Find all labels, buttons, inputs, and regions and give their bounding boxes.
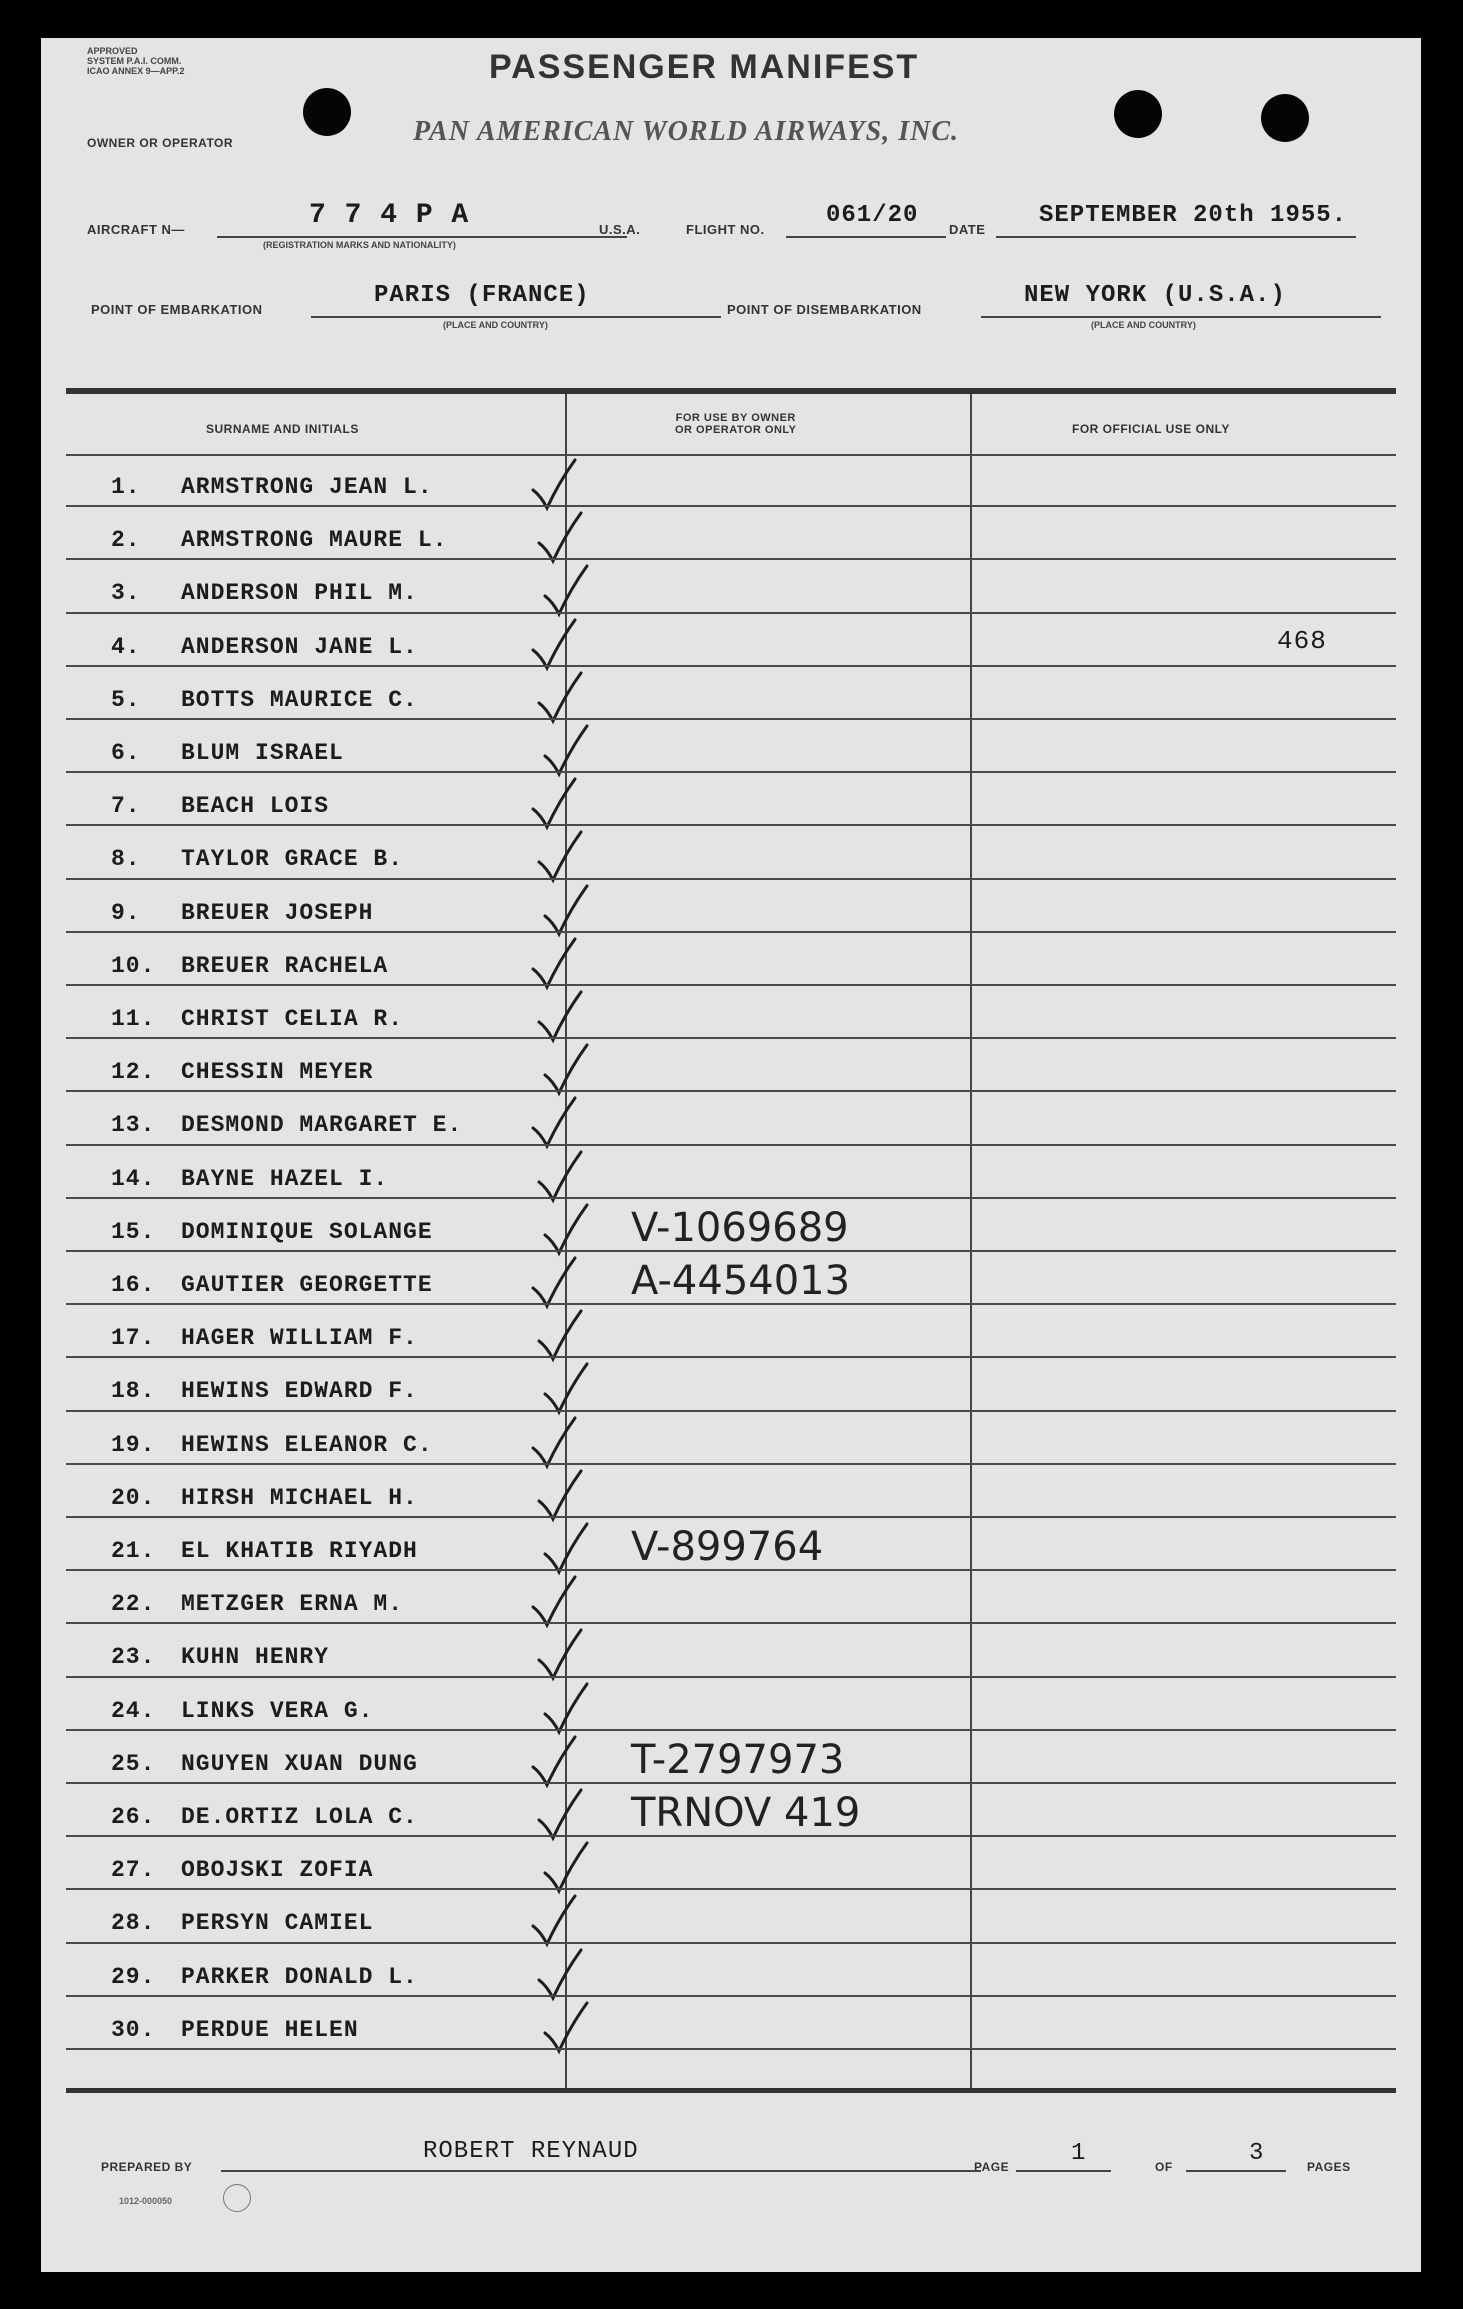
check-mark-svg (529, 1892, 579, 1948)
check-mark-svg (535, 1626, 585, 1682)
check-mark-icon (529, 1892, 579, 1948)
passenger-name: DE.ORTIZ LOLA C. (181, 1804, 418, 1830)
passenger-number: 24. (111, 1697, 156, 1724)
passenger-number: 10. (111, 952, 156, 979)
table-row (41, 560, 1421, 613)
table-top-rule (66, 388, 1396, 394)
check-mark-icon (529, 1414, 579, 1470)
passenger-name: ARMSTRONG JEAN L. (181, 474, 433, 500)
table-row (41, 667, 1421, 720)
passenger-number: 19. (111, 1431, 156, 1458)
check-mark-icon (529, 456, 579, 512)
registration-caption: (REGISTRATION MARKS AND NATIONALITY) (263, 240, 456, 250)
row-rule (66, 2048, 1396, 2050)
passenger-number: 23. (111, 1644, 156, 1671)
flight-number: 061/20 (826, 202, 919, 229)
passenger-name: PERDUE HELEN (181, 2016, 359, 2043)
check-mark-icon (541, 722, 591, 778)
passenger-number: 9. (111, 899, 141, 926)
table-row (41, 1465, 1421, 1518)
passenger-number: 8. (111, 846, 141, 873)
check-mark-icon (529, 1733, 579, 1789)
prepared-label: PREPARED BY (101, 2160, 193, 2174)
passenger-name: METZGER ERNA M. (181, 1591, 404, 1618)
disembarkation-label: POINT OF DISEMBARKATION (727, 302, 922, 317)
column-header-operator-line: FOR USE BY OWNER (675, 412, 796, 424)
check-mark-icon (535, 828, 585, 884)
aircraft-underline (217, 236, 627, 238)
passenger-number: 15. (111, 1218, 156, 1245)
passenger-name: PERSYN CAMIEL (181, 1910, 374, 1937)
passenger-name: CHESSIN MEYER (181, 1059, 374, 1086)
passenger-number: 29. (111, 1963, 156, 1990)
punch-hole (1261, 94, 1309, 142)
table-row (41, 880, 1421, 933)
check-mark-svg (529, 1414, 579, 1470)
passenger-name: DESMOND MARGARET E. (181, 1112, 463, 1139)
check-mark-svg (535, 509, 585, 565)
check-mark-svg (535, 1307, 585, 1363)
passenger-number: 12. (111, 1059, 156, 1086)
passenger-name: BREUER JOSEPH (181, 899, 374, 926)
passenger-name: ANDERSON PHIL M. (181, 580, 418, 607)
passenger-name: BEACH LOIS (181, 793, 330, 820)
flight-label: FLIGHT NO. (686, 222, 765, 237)
passenger-number: 7. (111, 793, 141, 820)
column-header-surname: SURNAME AND INITIALS (206, 422, 359, 436)
page-underline (1016, 2170, 1111, 2172)
table-row (41, 1518, 1421, 1571)
passenger-number: 5. (111, 686, 141, 713)
approval-line: SYSTEM P.A.I. COMM. (87, 56, 182, 66)
check-mark-icon (541, 882, 591, 938)
disembarkation-value: NEW YORK (U.S.A.) (1024, 282, 1286, 309)
table-row (41, 826, 1421, 879)
table-row (41, 1837, 1421, 1890)
check-mark-svg (541, 722, 591, 778)
owner-stamp: PAN AMERICAN WORLD AIRWAYS, INC. (413, 116, 960, 147)
embarkation-value: PARIS (FRANCE) (374, 282, 590, 309)
passenger-name: PARKER DONALD L. (181, 1963, 418, 1990)
column-header-operator-line: OR OPERATOR ONLY (675, 424, 797, 436)
passenger-name: BOTTS MAURICE C. (181, 686, 418, 713)
check-mark-svg (541, 1041, 591, 1097)
passenger-number: 18. (111, 1378, 156, 1405)
table-row (41, 454, 1421, 507)
passenger-name: LINKS VERA G. (181, 1697, 374, 1724)
pages-label: PAGES (1307, 2160, 1351, 2174)
page-number: 1 (1071, 2140, 1087, 2167)
passenger-name: GAUTIER GEORGETTE (181, 1272, 433, 1298)
check-mark-icon (529, 616, 579, 672)
check-mark-svg (535, 828, 585, 884)
table-row (41, 773, 1421, 826)
column-header-operator (675, 412, 796, 436)
operator-note: V-1069689 (631, 1204, 849, 1251)
table-row (41, 1890, 1421, 1943)
check-mark-svg (541, 1360, 591, 1416)
passenger-name: BLUM ISRAEL (181, 740, 344, 766)
check-mark-svg (535, 1946, 585, 2002)
table-row (41, 1944, 1421, 1997)
check-mark-icon (535, 509, 585, 565)
column-header-official: FOR OFFICIAL USE ONLY (1072, 422, 1230, 436)
passenger-name: HEWINS EDWARD F. (181, 1378, 418, 1405)
table-row (41, 1039, 1421, 1092)
embarkation-caption: (PLACE AND COUNTRY) (443, 320, 548, 330)
table-row (41, 986, 1421, 1039)
check-mark-icon (541, 1680, 591, 1736)
passenger-number: 14. (111, 1165, 156, 1192)
passenger-number: 11. (111, 1006, 156, 1032)
passenger-number: 28. (111, 1910, 156, 1937)
passenger-name: OBOJSKI ZOFIA (181, 1857, 374, 1884)
check-mark-svg (535, 1467, 585, 1523)
passenger-name: BREUER RACHELA (181, 952, 389, 979)
passenger-name: HIRSH MICHAEL H. (181, 1484, 418, 1511)
official-note: 468 (1277, 625, 1327, 656)
owner-label: OWNER OR OPERATOR (87, 136, 234, 150)
passenger-name: HAGER WILLIAM F. (181, 1325, 418, 1352)
punch-hole (303, 88, 351, 136)
table-row (41, 1731, 1421, 1784)
embarkation-underline (311, 316, 721, 318)
check-mark-svg (529, 456, 579, 512)
passenger-number: 1. (111, 474, 141, 500)
check-mark-icon (535, 988, 585, 1044)
table-row (41, 1997, 1421, 2050)
check-mark-svg (541, 882, 591, 938)
passenger-name: ARMSTRONG MAURE L. (181, 527, 448, 554)
operator-note: T-2797973 (631, 1736, 845, 1783)
disembarkation-caption: (PLACE AND COUNTRY) (1091, 320, 1196, 330)
check-mark-svg (529, 1254, 579, 1310)
passenger-name: BAYNE HAZEL I. (181, 1165, 389, 1192)
passenger-number: 21. (111, 1538, 156, 1564)
check-mark-icon (535, 1467, 585, 1523)
date-label: DATE (949, 222, 986, 237)
check-mark-svg (541, 1839, 591, 1895)
passenger-number: 16. (111, 1272, 156, 1298)
table-row (41, 1252, 1421, 1305)
table-row (41, 507, 1421, 560)
passenger-number: 30. (111, 2016, 156, 2043)
passenger-number: 3. (111, 580, 141, 607)
operator-note: A-4454013 (631, 1258, 851, 1304)
embarkation-label: POINT OF EMBARKATION (91, 302, 263, 317)
check-mark-icon (535, 1786, 585, 1842)
table-row (41, 1678, 1421, 1731)
operator-note: TRNOV 419 (631, 1790, 861, 1836)
passenger-number: 26. (111, 1804, 156, 1830)
check-mark-svg (529, 1733, 579, 1789)
prepared-by-value: ROBERT REYNAUD (423, 2138, 639, 2165)
passenger-number: 22. (111, 1591, 156, 1618)
passenger-number: 13. (111, 1112, 156, 1139)
check-mark-svg (535, 1786, 585, 1842)
approval-line: APPROVED (87, 46, 138, 56)
approval-line: ICAO ANNEX 9—APP.2 (87, 66, 185, 76)
passenger-number: 2. (111, 527, 141, 554)
passenger-name: TAYLOR GRACE B. (181, 846, 404, 873)
table-row (41, 1784, 1421, 1837)
check-mark-icon (541, 1520, 591, 1576)
date-value: SEPTEMBER 20th 1955. (1039, 202, 1348, 229)
of-label: OF (1155, 2160, 1173, 2174)
check-mark-icon (541, 1999, 591, 2055)
prepared-underline (221, 2170, 981, 2172)
check-mark-svg (529, 1094, 579, 1150)
check-mark-icon (535, 1148, 585, 1204)
check-mark-icon (541, 562, 591, 618)
punch-hole (1114, 90, 1162, 138)
flight-underline (786, 236, 946, 238)
page-label: PAGE (974, 2160, 1010, 2174)
check-mark-icon (529, 775, 579, 831)
check-mark-svg (541, 1680, 591, 1736)
table-row (41, 1199, 1421, 1252)
of-underline (1186, 2170, 1286, 2172)
check-mark-svg (541, 1201, 591, 1257)
form-code: 1012-000050 (119, 2196, 173, 2206)
check-mark-svg (529, 935, 579, 991)
check-mark-icon (529, 1094, 579, 1150)
page-title: PASSENGER MANIFEST (489, 48, 920, 86)
check-mark-icon (541, 1041, 591, 1097)
check-mark-icon (535, 1307, 585, 1363)
check-mark-icon (541, 1201, 591, 1257)
passenger-number: 25. (111, 1750, 156, 1777)
table-row (41, 1092, 1421, 1145)
check-mark-svg (541, 1999, 591, 2055)
date-underline (996, 236, 1356, 238)
table-row (41, 1358, 1421, 1411)
manifest-document (41, 38, 1421, 2272)
passenger-number: 6. (111, 740, 141, 766)
passenger-name: CHRIST CELIA R. (181, 1006, 404, 1032)
check-mark-icon (529, 1573, 579, 1629)
check-mark-svg (541, 562, 591, 618)
check-mark-svg (529, 775, 579, 831)
table-row (41, 720, 1421, 773)
passenger-number: 20. (111, 1484, 156, 1511)
check-mark-icon (535, 1946, 585, 2002)
check-mark-icon (535, 669, 585, 725)
table-row (41, 1624, 1421, 1677)
check-mark-icon (535, 1626, 585, 1682)
operator-note: V-899764 (631, 1524, 824, 1570)
passenger-name: NGUYEN XUAN DUNG (181, 1750, 418, 1777)
check-mark-svg (535, 988, 585, 1044)
printer-seal (223, 2184, 251, 2212)
check-mark-svg (529, 616, 579, 672)
check-mark-icon (529, 935, 579, 991)
approval-block (87, 46, 185, 76)
check-mark-svg (529, 1573, 579, 1629)
check-mark-icon (529, 1254, 579, 1310)
disembarkation-underline (981, 316, 1381, 318)
passenger-number: 17. (111, 1325, 156, 1352)
total-pages: 3 (1249, 2140, 1265, 2167)
check-mark-svg (541, 1520, 591, 1576)
usa-label: U.S.A. (599, 222, 641, 237)
passenger-number: 27. (111, 1857, 156, 1884)
check-mark-svg (535, 1148, 585, 1204)
passenger-number: 4. (111, 633, 141, 660)
table-row (41, 614, 1421, 667)
passenger-name: EL KHATIB RIYADH (181, 1538, 418, 1564)
passenger-name: ANDERSON JANE L. (181, 633, 418, 660)
table-row (41, 1146, 1421, 1199)
aircraft-label: AIRCRAFT N— (87, 222, 185, 237)
passenger-name: DOMINIQUE SOLANGE (181, 1218, 433, 1245)
check-mark-icon (541, 1360, 591, 1416)
table-row (41, 1305, 1421, 1358)
table-row (41, 1571, 1421, 1624)
table-row (41, 1412, 1421, 1465)
passenger-name: HEWINS ELEANOR C. (181, 1431, 433, 1458)
table-row (41, 933, 1421, 986)
aircraft-value: 7 7 4 P A (309, 200, 470, 231)
check-mark-icon (541, 1839, 591, 1895)
table-bottom-rule (66, 2088, 1396, 2093)
check-mark-svg (535, 669, 585, 725)
passenger-name: KUHN HENRY (181, 1644, 330, 1671)
